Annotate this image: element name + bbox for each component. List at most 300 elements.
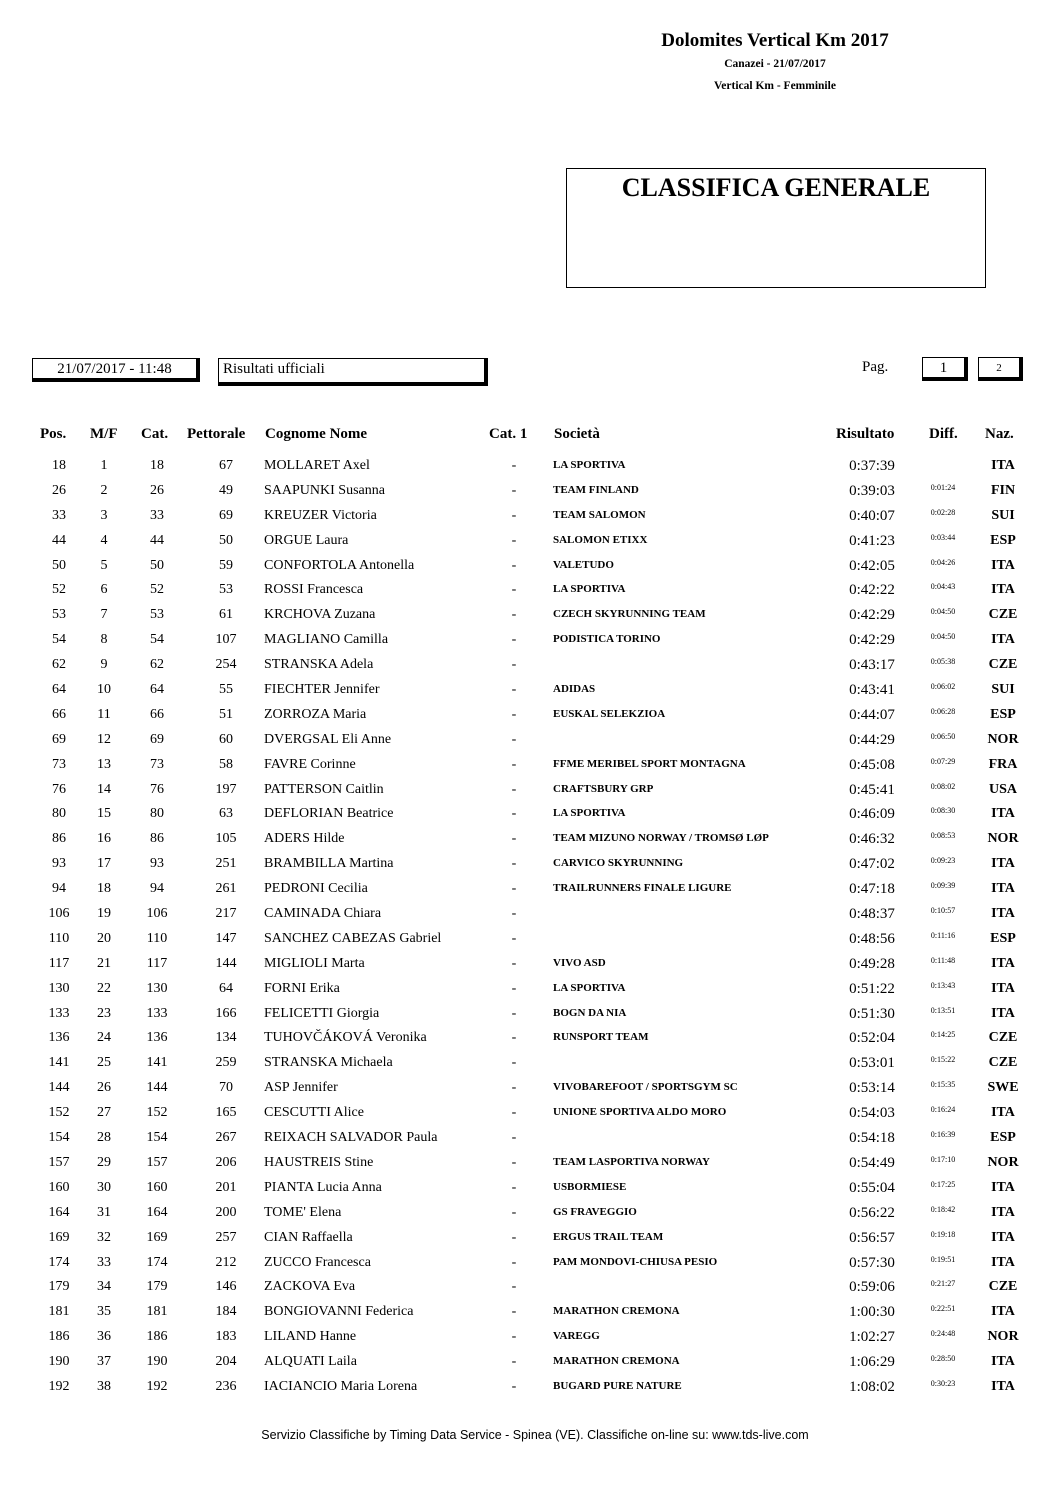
cell-pettorale: 147 [215,930,237,946]
table-row [0,579,1059,604]
cell-pettorale: 259 [215,1055,237,1071]
cell-name: STRANSKA Adela [264,657,374,673]
cell-diff: 0:10:57 [930,906,956,916]
cell-cat: 130 [146,980,168,996]
cell-mf: 28 [97,1130,111,1146]
table-row [0,1127,1059,1152]
cell-mf: 8 [100,632,108,648]
table-row [0,1052,1059,1077]
cell-naz: ITA [991,806,1015,822]
cell-naz: SUI [991,682,1015,698]
cell-naz: ITA [991,1229,1015,1245]
table-row [0,1003,1059,1028]
cell-risultato: 0:46:09 [849,806,895,823]
cell-pettorale: 67 [219,458,233,473]
cell-pos: 186 [48,1329,70,1345]
cell-societa: ADIDAS [553,683,596,696]
cell-societa: VIVOBAREFOOT / SPORTSGYM SC [553,1081,738,1094]
cell-pettorale: 53 [219,582,233,598]
cell-risultato: 0:45:08 [849,756,895,773]
cell-name: MIGLIOLI Marta [264,955,365,971]
cell-societa: EUSKAL SELEKZIOA [553,707,666,720]
cell-cat: 181 [146,1304,168,1320]
cell-cat1: - [511,657,517,673]
cell-pos: 73 [52,756,66,772]
table-row [0,903,1059,928]
cell-pos: 80 [52,806,66,822]
cell-pos: 169 [48,1229,70,1245]
cell-cat: 186 [146,1329,168,1345]
cell-mf: 10 [97,682,111,698]
cell-risultato: 0:51:22 [849,980,895,997]
event-title: Dolomites Vertical Km 2017 [661,30,889,51]
cell-mf: 32 [97,1229,111,1245]
cell-cat1: - [511,1329,517,1345]
cell-mf: 2 [100,482,108,498]
cell-cat: 73 [150,756,164,772]
cell-pos: 66 [52,706,66,722]
cell-name: MOLLARET Axel [264,458,370,473]
cell-name: TUHOVČÁKOVÁ Veronika [264,1030,427,1046]
cell-naz: ESP [990,1130,1016,1146]
cell-pettorale: 51 [219,706,233,722]
table-row [0,1102,1059,1127]
cell-diff: 0:24:48 [930,1329,956,1339]
cell-diff: 0:04:26 [930,557,956,567]
cell-name: CAMINADA Chiara [264,906,382,922]
cell-pettorale: 59 [219,557,233,573]
cell-cat1: - [511,582,517,598]
cell-cat1: - [511,1354,517,1370]
cell-risultato: 1:08:02 [849,1378,895,1395]
cell-naz: NOR [987,1154,1019,1170]
table-row [0,1252,1059,1277]
cell-diff: 0:21:27 [930,1279,956,1289]
cell-pos: 53 [52,607,66,623]
cell-diff: 0:18:42 [930,1204,956,1214]
cell-cat1: - [511,1204,517,1220]
cell-cat: 50 [150,557,164,573]
table-row [0,530,1059,555]
cell-cat1: - [511,1179,517,1195]
cell-diff: 0:03:44 [930,532,956,542]
cell-pos: 179 [48,1279,70,1295]
cell-societa: LA SPORTIVA [553,807,626,820]
cell-diff: 0:04:50 [930,632,956,642]
cell-mf: 17 [97,856,111,872]
cell-pos: 33 [52,507,66,523]
cell-pos: 133 [48,1005,70,1021]
cell-mf: 25 [97,1055,111,1071]
cell-pettorale: 49 [219,482,233,498]
table-row [0,1152,1059,1177]
cell-cat: 44 [150,532,164,548]
cell-cat: 152 [146,1105,168,1121]
cell-cat1: - [511,881,517,897]
cell-naz: ITA [991,1204,1015,1220]
cell-cat: 117 [146,955,168,971]
cell-risultato: 0:44:29 [849,731,895,748]
header-pettorale: Pettorale [187,426,246,442]
cell-cat: 53 [150,607,164,623]
cell-pos: 154 [48,1130,70,1146]
cell-risultato: 0:43:41 [849,682,895,699]
cell-risultato: 0:46:32 [849,831,895,848]
cell-name: ALQUATI Laila [264,1354,357,1370]
cell-risultato: 0:57:30 [849,1254,895,1271]
cell-societa: GS FRAVEGGIO [553,1205,637,1218]
table-row [0,1227,1059,1252]
cell-name: HAUSTREIS Stine [264,1154,374,1170]
cell-naz: CZE [988,607,1018,623]
cell-mf: 9 [100,657,108,673]
cell-societa: UNIONE SPORTIVA ALDO MORO [553,1106,727,1119]
cell-diff: 0:14:25 [930,1030,956,1040]
cell-pettorale: 204 [215,1354,237,1370]
cell-name: STRANSKA Michaela [264,1055,393,1071]
cell-pos: 160 [48,1179,70,1195]
cell-mf: 1 [100,458,108,473]
cell-mf: 15 [97,806,111,822]
cell-diff: 0:04:43 [930,582,956,592]
cell-mf: 12 [97,731,111,747]
cell-diff: 0:28:50 [930,1354,956,1364]
cell-naz: ITA [991,1378,1015,1394]
cell-mf: 5 [100,557,108,573]
table-row [0,604,1059,629]
cell-societa: TEAM FINLAND [553,483,639,496]
cell-pos: 141 [48,1055,70,1071]
cell-cat1: - [511,1229,517,1245]
cell-naz: ESP [990,532,1016,548]
cell-societa: VALETUDO [553,558,614,571]
cell-pettorale: 166 [215,1005,237,1021]
cell-societa: SALOMON ETIXX [553,533,648,546]
table-row [0,1276,1059,1301]
cell-name: ZORROZA Maria [264,706,367,722]
table-row [0,1351,1059,1376]
cell-societa: VIVO ASD [553,956,606,969]
cell-cat: 64 [150,682,164,698]
cell-pettorale: 69 [219,507,233,523]
cell-naz: ITA [991,881,1015,897]
cell-risultato: 0:42:05 [849,557,895,574]
cell-pos: 106 [48,906,70,922]
cell-cat1: - [511,1130,517,1146]
cell-naz: SWE [987,1080,1019,1096]
cell-pettorale: 63 [219,806,233,822]
cell-pettorale: 64 [219,980,233,996]
cell-cat1: - [511,1080,517,1096]
table-row [0,679,1059,704]
cell-pos: 50 [52,557,66,573]
cell-pos: 117 [48,955,70,971]
cell-diff: 0:08:30 [930,806,956,816]
cell-cat: 169 [146,1229,168,1245]
table-row [0,779,1059,804]
cell-name: FAVRE Corinne [264,756,356,772]
cell-cat1: - [511,1254,517,1270]
cell-risultato: 0:49:28 [849,955,895,972]
cell-cat: 52 [150,582,164,598]
cell-pos: 157 [48,1154,70,1170]
cell-diff: 0:16:24 [930,1105,956,1115]
cell-mf: 31 [97,1204,111,1220]
cell-mf: 7 [100,607,108,623]
table-row [0,803,1059,828]
cell-pos: 18 [52,458,66,473]
cell-pos: 93 [52,856,66,872]
cell-cat: 69 [150,731,164,747]
footer: Servizio Classifiche by Timing Data Service - Spinea (VE). Classifiche on-line su: www.tds-live.com [261,1428,809,1442]
cell-naz: ITA [991,1354,1015,1370]
cell-societa: RUNSPORT TEAM [553,1031,649,1044]
cell-risultato: 0:51:30 [849,1005,895,1022]
cell-cat: 76 [150,781,164,797]
cell-risultato: 1:06:29 [849,1354,895,1371]
cell-pos: 136 [48,1030,70,1046]
header-cat: Cat. [141,426,169,442]
table-row [0,1202,1059,1227]
page-total: 2 [978,357,1023,381]
cell-name: ADERS Hilde [264,831,345,847]
cell-naz: CZE [988,1055,1018,1071]
cell-naz: ESP [990,930,1016,946]
cell-risultato: 0:42:22 [849,582,895,599]
cell-mf: 36 [97,1329,111,1345]
cell-mf: 33 [97,1254,111,1270]
cell-pettorale: 212 [215,1254,237,1270]
cell-naz: ITA [991,458,1015,473]
table-row [0,878,1059,903]
cell-mf: 14 [97,781,111,797]
header-mf: M/F [90,426,118,442]
cell-risultato: 0:52:04 [849,1030,895,1047]
cell-name: ZUCCO Francesca [264,1254,371,1270]
cell-cat: 54 [150,632,164,648]
cell-risultato: 0:39:03 [849,482,895,499]
cell-cat: 80 [150,806,164,822]
header-diff: Diff. [929,426,958,442]
cell-societa: BUGARD PURE NATURE [553,1379,682,1392]
cell-risultato: 0:42:29 [849,632,895,649]
table-row [0,1027,1059,1052]
cell-cat: 66 [150,706,164,722]
cell-cat1: - [511,706,517,722]
cell-risultato: 0:56:22 [849,1204,895,1221]
cell-name: BONGIOVANNI Federica [264,1304,414,1320]
cell-societa: CRAFTSBURY GRP [553,782,654,795]
cell-risultato: 0:56:57 [849,1229,895,1246]
cell-cat1: - [511,532,517,548]
cell-diff: 0:01:24 [930,482,956,492]
cell-mf: 18 [97,881,111,897]
cell-pettorale: 60 [219,731,233,747]
cell-risultato: 1:00:30 [849,1304,895,1321]
cell-diff: 0:08:53 [930,831,956,841]
cell-name: REIXACH SALVADOR Paula [264,1130,438,1146]
cell-pos: 144 [48,1080,70,1096]
cell-cat1: - [511,482,517,498]
cell-societa: CZECH SKYRUNNING TEAM [553,608,706,621]
cell-pettorale: 105 [215,831,237,847]
cell-cat: 33 [150,507,164,523]
cell-name: SAAPUNKI Susanna [264,482,385,498]
cell-naz: USA [988,781,1017,797]
cell-naz: NOR [987,731,1019,747]
cell-name: PATTERSON Caitlin [264,781,384,797]
cell-naz: ITA [991,582,1015,598]
cell-pettorale: 134 [215,1030,237,1046]
cell-naz: CZE [988,657,1018,673]
cell-cat1: - [511,756,517,772]
cell-cat1: - [511,1030,517,1046]
cell-naz: ITA [991,955,1015,971]
cell-pettorale: 267 [215,1130,237,1146]
cell-name: ORGUE Laura [264,532,349,548]
cell-cat1: - [511,1055,517,1071]
table-row [0,729,1059,754]
cell-naz: ESP [990,706,1016,722]
table-row [0,1326,1059,1351]
cell-societa: LA SPORTIVA [553,981,626,994]
table-row [0,1376,1059,1401]
status-box: Risultati ufficiali [218,358,488,386]
cell-societa: VAREGG [553,1330,600,1343]
cell-name: KRCHOVA Zuzana [264,607,376,623]
table-row [0,1077,1059,1102]
cell-pos: 174 [48,1254,70,1270]
cell-cat: 154 [146,1130,168,1146]
cell-risultato: 0:45:41 [849,781,895,798]
cell-pettorale: 200 [215,1204,237,1220]
cell-risultato: 0:48:56 [849,930,895,947]
cell-naz: ITA [991,1179,1015,1195]
cell-diff: 0:15:22 [930,1055,956,1065]
cell-cat1: - [511,557,517,573]
cell-risultato: 0:47:02 [849,856,895,873]
cell-mf: 37 [97,1354,111,1370]
cell-cat1: - [511,1378,517,1394]
header-pos: Pos. [40,426,67,442]
header-naz: Naz. [985,426,1014,442]
cell-mf: 38 [97,1378,111,1394]
cell-naz: ITA [991,906,1015,922]
cell-diff: 0:02:28 [930,507,956,517]
cell-pettorale: 197 [215,781,237,797]
cell-pos: 86 [52,831,66,847]
cell-diff: 0:11:16 [930,930,956,940]
cell-pos: 26 [52,482,66,498]
cell-cat: 106 [146,906,168,922]
table-row [0,629,1059,654]
page-current: 1 [922,357,968,381]
cell-mf: 35 [97,1304,111,1320]
cell-naz: ITA [991,980,1015,996]
cell-risultato: 0:48:37 [849,906,895,923]
cell-diff: 0:13:51 [930,1005,956,1015]
cell-pos: 52 [52,582,66,598]
cell-pos: 44 [52,532,66,548]
cell-cat: 136 [146,1030,168,1046]
cell-cat1: - [511,607,517,623]
cell-risultato: 0:47:18 [849,881,895,898]
cell-cat: 110 [146,930,168,946]
cell-mf: 29 [97,1154,111,1170]
cell-diff: 0:19:51 [930,1254,956,1264]
cell-pos: 192 [48,1378,70,1394]
cell-societa: MARATHON CREMONA [553,1305,680,1318]
cell-diff: 0:16:39 [930,1130,956,1140]
table-row [0,828,1059,853]
cell-diff: 0:08:02 [930,781,956,791]
cell-cat1: - [511,806,517,822]
cell-pettorale: 58 [219,756,233,772]
cell-name: BRAMBILLA Martina [264,856,394,872]
cell-diff: 0:06:50 [930,731,956,741]
cell-diff: 0:09:23 [930,856,956,866]
cell-societa: TRAILRUNNERS FINALE LIGURE [553,882,732,895]
table-row [0,654,1059,679]
cell-name: ROSSI Francesca [264,582,364,598]
cell-risultato: 0:40:07 [849,507,895,524]
cell-pos: 54 [52,632,66,648]
cell-pos: 62 [52,657,66,673]
cell-cat: 144 [146,1080,168,1096]
cell-naz: ITA [991,1005,1015,1021]
cell-name: IACIANCIO Maria Lorena [264,1378,418,1394]
cell-pos: 64 [52,682,66,698]
table-row [0,1301,1059,1326]
cell-cat: 86 [150,831,164,847]
cell-cat1: - [511,682,517,698]
cell-pettorale: 55 [219,682,233,698]
cell-risultato: 0:37:39 [849,458,895,474]
cell-mf: 34 [97,1279,111,1295]
cell-risultato: 0:42:29 [849,607,895,624]
cell-name: DVERGSAL Eli Anne [264,731,392,747]
cell-naz: ITA [991,1304,1015,1320]
cell-cat: 62 [150,657,164,673]
cell-risultato: 0:59:06 [849,1279,895,1296]
cell-naz: ITA [991,557,1015,573]
cell-pos: 190 [48,1354,70,1370]
cell-name: CESCUTTI Alice [264,1105,364,1121]
cell-cat1: - [511,632,517,648]
cell-naz: ITA [991,1254,1015,1270]
cell-societa: BOGN DA NIA [553,1006,627,1019]
cell-name: ASP Jennifer [264,1080,338,1096]
cell-pettorale: 70 [219,1080,233,1096]
cell-mf: 20 [97,930,111,946]
cell-cat1: - [511,1005,517,1021]
cell-naz: FRA [988,756,1018,772]
table-row [0,555,1059,580]
cell-name: CONFORTOLA Antonella [264,557,415,573]
cell-societa: USBORMIESE [553,1180,627,1193]
cell-risultato: 0:54:03 [849,1105,895,1122]
table-row [0,1177,1059,1202]
cell-cat: 93 [150,856,164,872]
cell-pos: 130 [48,980,70,996]
cell-mf: 21 [97,955,111,971]
cell-diff: 0:15:35 [930,1080,956,1090]
cell-pettorale: 251 [215,856,237,872]
cell-pettorale: 61 [219,607,233,623]
cell-naz: SUI [991,507,1015,523]
cell-pos: 181 [48,1304,70,1320]
cell-pettorale: 107 [215,632,237,648]
